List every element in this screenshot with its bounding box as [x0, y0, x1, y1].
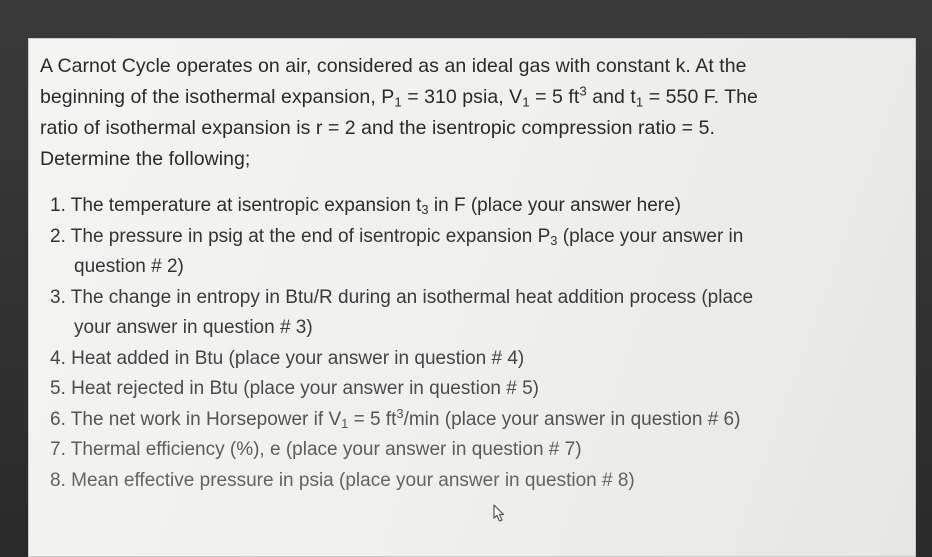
- question-item: [50, 283, 850, 344]
- mouse-pointer-icon: [488, 503, 510, 527]
- intro-text: = 5 ft: [529, 86, 580, 108]
- superscript: 3: [579, 83, 587, 99]
- question-item: [50, 374, 850, 405]
- subscript: 1: [341, 415, 349, 431]
- subscript: 1: [394, 94, 402, 110]
- question-text: (place your answer in: [557, 225, 744, 247]
- question-continuation: question # 2): [74, 256, 184, 277]
- question-item: [50, 466, 850, 497]
- question-item: [50, 344, 850, 375]
- question-text: in F (place your answer here): [428, 195, 681, 216]
- question-text: 5. Heat rejected in Btu (place your answer in question # 5): [50, 378, 539, 399]
- question-text: 6. The net work in Horsepower if V: [50, 408, 342, 430]
- question-item: [50, 435, 850, 466]
- intro-text: beginning of the isothermal expansion, P: [40, 86, 395, 108]
- intro-line: [40, 82, 830, 113]
- intro-line: [40, 144, 830, 175]
- question-text: 4. Heat added in Btu (place your answer in question # 4): [50, 347, 525, 369]
- question-text: 2. The pressure in psig at the end of isentropic expansion P: [50, 225, 551, 247]
- intro-text: and t: [586, 86, 636, 108]
- intro-text: = 310 psia, V: [401, 86, 523, 108]
- question-text: 7. Thermal efficiency (%), e (place your answer in question # 7): [50, 439, 582, 460]
- intro-text: = 550 F. The: [643, 86, 758, 108]
- intro-line: [40, 51, 830, 82]
- question-text: 3. The change in entropy in Btu/R during an isothermal heat addition process (place: [50, 286, 754, 308]
- question-text: /min (place your answer in question # 6): [403, 408, 741, 430]
- question-text: 1. The temperature at isentropic expansion t: [50, 195, 422, 216]
- question-list: [50, 191, 850, 496]
- subscript: 1: [522, 94, 530, 110]
- question-continuation: your answer in question # 3): [74, 317, 313, 338]
- intro-line: [40, 113, 830, 144]
- subscript: 3: [421, 202, 429, 218]
- problem-statement: [40, 51, 830, 175]
- question-text: 8. Mean effective pressure in psia (place your answer in question # 8): [50, 469, 635, 491]
- question-text: = 5 ft: [348, 408, 397, 430]
- superscript: 3: [396, 405, 404, 421]
- question-item: [50, 191, 850, 222]
- intro-text: ratio of isothermal expansion is r = 2 and the isentropic compression ratio = 5.: [40, 117, 715, 139]
- intro-text: Determine the following;: [40, 148, 251, 170]
- subscript: 3: [550, 232, 558, 248]
- question-item: [50, 405, 850, 436]
- subscript: 1: [635, 94, 644, 110]
- intro-text: A Carnot Cycle operates on air, considered as an ideal gas with constant k. At the: [40, 55, 747, 77]
- question-item: [50, 222, 850, 283]
